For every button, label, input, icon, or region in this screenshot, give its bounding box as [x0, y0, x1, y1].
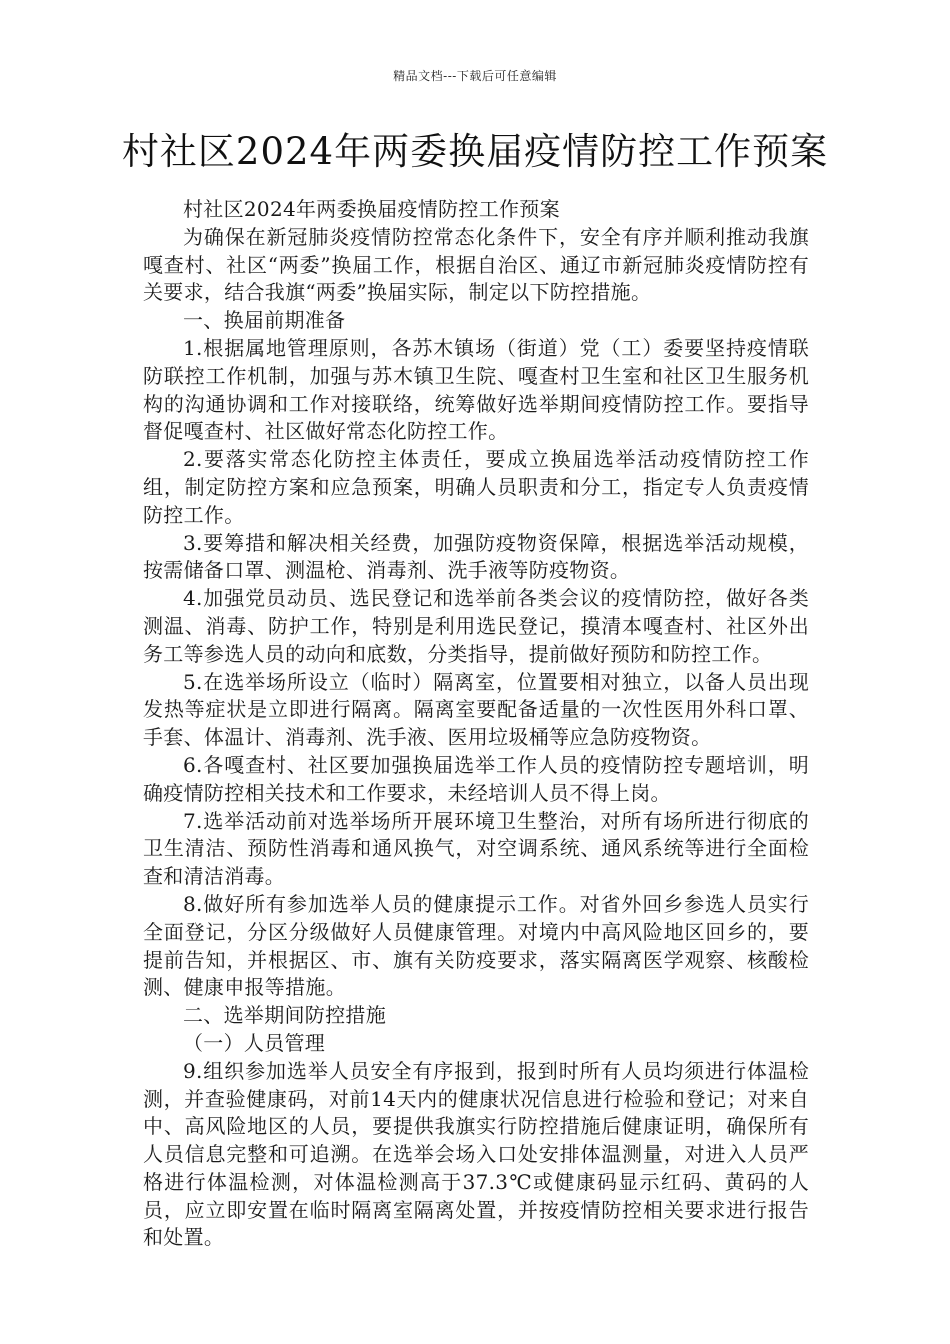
paragraph-intro: 为确保在新冠肺炎疫情防控常态化条件下，安全有序并顺利推动我旗嘎查村、社区“两委”换届工作，根据自治区、通辽市新冠肺炎疫情防控有关要求，结合我旗“两委”换届实际，制定以下防控措施。 — [143, 224, 809, 305]
paragraph-item-9: 9.组织参加选举人员安全有序报到，报到时所有人员均须进行体温检测，并查验健康码，对前14天内的健康状况信息进行检验和登记；对来自中、高风险地区的人员，要提供我旗实行防控措施后健康证明，确保所有人员信息完整和可追溯。在选举会场入口处安排体温测量，对进入人员严格进行体温检测，对体温检测高于37.3℃或健康码显示红码、黄码的人员，应立即安置在临时隔离室隔离处置，并按疫情防控相关要求进行报告和处置。 — [143, 1058, 809, 1250]
paragraph-item-4: 4.加强党员动员、选民登记和选举前各类会议的疫情防控，做好各类测温、消毒、防护工作，特别是利用选民登记，摸清本嘎查村、社区外出务工等参选人员的动向和底数，分类指导，提前做好预防和防控工作。 — [143, 586, 809, 666]
paragraph-item-6: 6.各嘎查村、社区要加强换届选举工作人员的疫情防控专题培训，明确疫情防控相关技术和工作要求，未经培训人员不得上岗。 — [143, 752, 809, 805]
paragraph-subtitle: 村社区2024年两委换届疫情防控工作预案 — [183, 197, 560, 221]
document-title: 村社区2024年两委换届疫情防控工作预案 — [121, 130, 829, 173]
paragraph-item-2: 2.要落实常态化防控主体责任，要成立换届选举活动疫情防控工作组，制定防控方案和应急预案，明确人员职责和分工，指定专人负责疫情防控工作。 — [143, 447, 809, 527]
paragraph-item-7: 7.选举活动前对选举场所开展环境卫生整治，对所有场所进行彻底的卫生清洁、预防性消毒和通风换气，对空调系统、通风系统等进行全面检查和清洁消毒。 — [143, 808, 809, 889]
section-heading-2: 二、选举期间防控措施 — [183, 1003, 386, 1028]
document-body — [143, 196, 809, 1252]
page-header: 精品文档---下载后可任意编辑 — [393, 69, 557, 83]
paragraph-item-1: 1.根据属地管理原则，各苏木镇场（街道）党（工）委要坚持疫情联防联控工作机制，加强与苏木镇卫生院、嘎查村卫生室和社区卫生服务机构的沟通协调和工作对接联络，统筹做好选举期间疫情防控工作。要指导督促嘎查村、社区做好常态化防控工作。 — [143, 335, 809, 444]
paragraph-item-3: 3.要筹措和解决相关经费，加强防疫物资保障，根据选举活动规模，按需储备口罩、测温枪、消毒剂、洗手液等防疫物资。 — [143, 530, 809, 583]
subsection-heading-1: （一）人员管理 — [183, 1030, 326, 1055]
paragraph-item-5: 5.在选举场所设立（临时）隔离室，位置要相对独立，以备人员出现发热等症状是立即进行隔离。隔离室要配备适量的一次性医用外科口罩、手套、体温计、消毒剂、洗手液、医用垃圾桶等应急防疫物资。 — [143, 669, 809, 750]
section-heading-1: 一、换届前期准备 — [183, 308, 346, 333]
paragraph-item-8: 8.做好所有参加选举人员的健康提示工作。对省外回乡参选人员实行全面登记，分区分级做好人员健康管理。对境内中高风险地区回乡的，要提前告知，并根据区、市、旗有关防疫要求，落实隔离医学观察、核酸检测、健康申报等措施。 — [143, 891, 809, 1000]
